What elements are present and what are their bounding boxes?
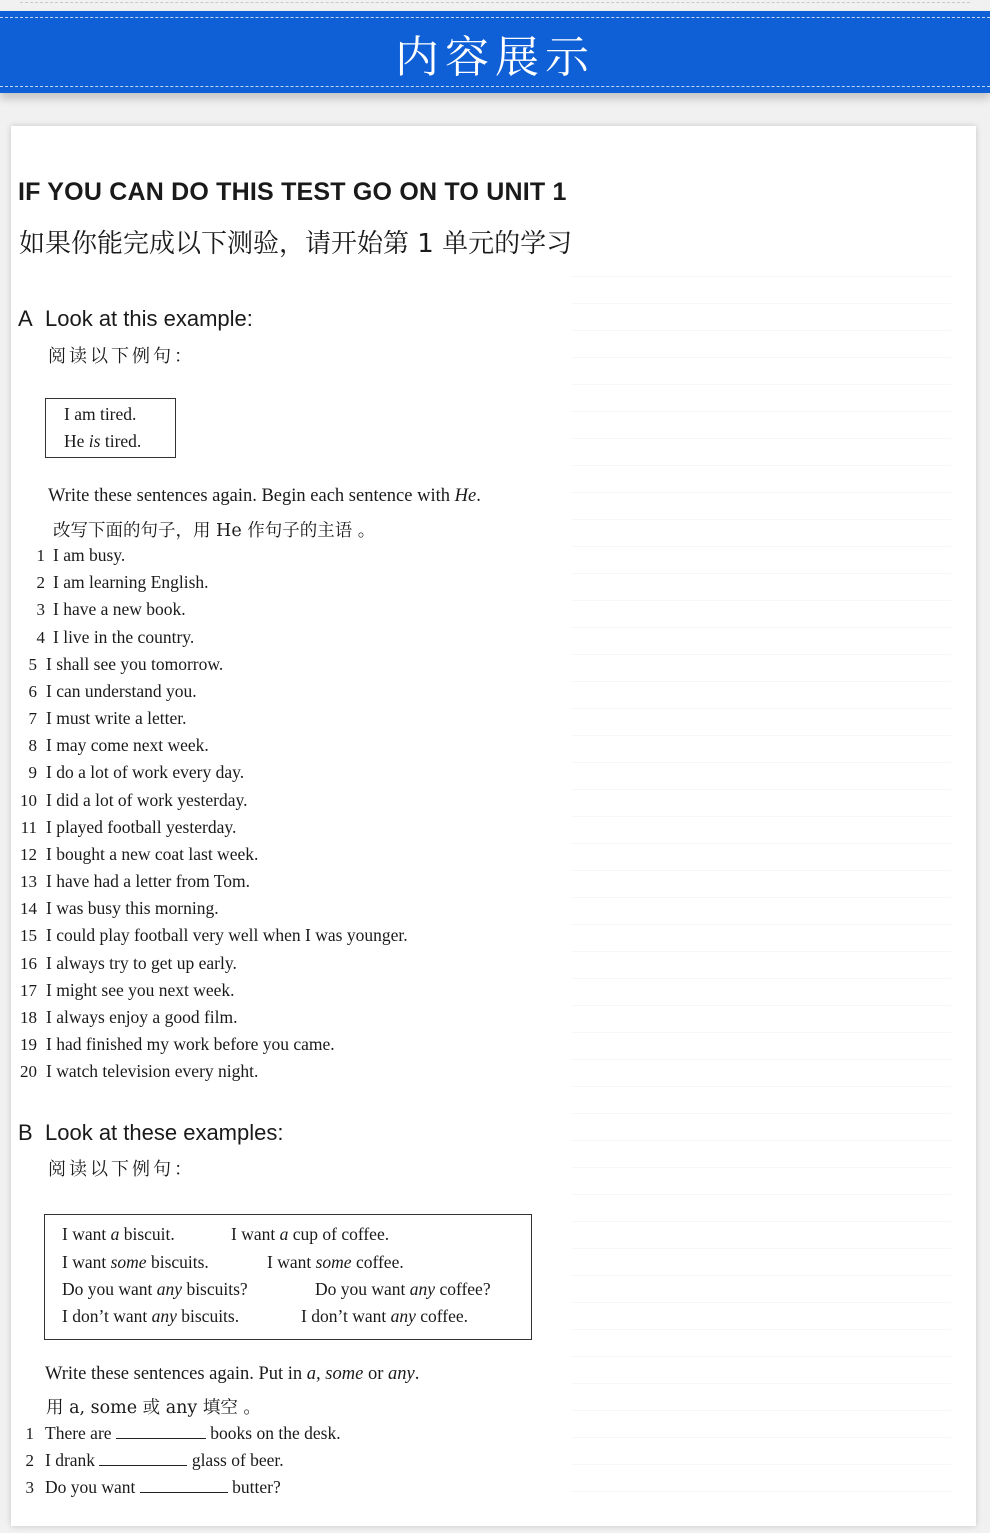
sentence-number: 9	[28, 763, 37, 782]
section-b-title-chinese: 阅读以下例句：	[48, 1159, 195, 1180]
sentence-text: I did a lot of work yesterday.	[46, 790, 248, 810]
section-b-instruction-chinese: 用 a, some 或 any 填空 。	[46, 1398, 261, 1418]
example-box-a	[45, 398, 176, 458]
sentence-number: 18	[20, 1008, 37, 1027]
sentence-text: I might see you next week.	[46, 980, 235, 1000]
sentence-text: I could play football very well when I was younger.	[46, 925, 408, 945]
sentence-text: I am learning English.	[53, 572, 209, 592]
sentence-text: I do a lot of work every day.	[46, 762, 245, 782]
sentence-number: 16	[20, 954, 37, 973]
sentence-text: I watch television every night.	[46, 1061, 259, 1081]
example-cell: I want some coffee.	[267, 1252, 404, 1272]
sentence-text: I had finished my work before you came.	[46, 1034, 335, 1054]
answer-blank[interactable]	[99, 1451, 187, 1466]
item-number: 1	[25, 1424, 34, 1443]
top-dashed-line	[20, 2, 970, 3]
sentence-text: I always enjoy a good film.	[46, 1007, 238, 1027]
sentence-number: 15	[20, 926, 37, 945]
example-line: I am tired.	[64, 404, 137, 424]
sentence-number: 13	[20, 872, 37, 891]
sentence-number: 10	[20, 791, 37, 810]
book-page	[11, 126, 976, 1526]
section-b-title: Look at these examples:	[45, 1120, 284, 1145]
sentence-text: I may come next week.	[46, 735, 209, 755]
answer-blank[interactable]	[116, 1424, 206, 1439]
answer-blank[interactable]	[140, 1478, 228, 1493]
sentence-number: 6	[28, 682, 37, 701]
sentence-number: 17	[20, 981, 37, 1000]
example-line: He is tired.	[64, 431, 142, 451]
example-cell: I want a cup of coffee.	[231, 1224, 390, 1244]
sentence-number: 1	[36, 546, 45, 565]
item-number: 2	[25, 1451, 34, 1470]
sentence-number: 2	[36, 573, 45, 592]
example-cell: I don’t want any biscuits.	[62, 1306, 240, 1326]
section-a-title-chinese: 阅读以下例句：	[48, 346, 195, 367]
sentence-number: 20	[20, 1062, 37, 1081]
sentence-text: I played football yesterday.	[46, 817, 237, 837]
sentence-text: I have a new book.	[53, 599, 186, 619]
banner-top-dash	[0, 17, 990, 18]
section-b-instruction: Write these sentences again. Put in a, some or any.	[45, 1364, 420, 1384]
section-a-letter: A	[18, 306, 33, 331]
sentence-text: I am busy.	[53, 545, 126, 565]
sentence-text: I was busy this morning.	[46, 898, 219, 918]
sentence-text: I must write a letter.	[46, 708, 187, 728]
fill-in-item: Do you want butter?	[45, 1477, 281, 1497]
sentence-number: 7	[28, 709, 37, 728]
banner-bottom-dash	[0, 86, 990, 87]
item-number: 3	[25, 1478, 34, 1497]
sentence-text: I have had a letter from Tom.	[46, 871, 251, 891]
sentence-text: I shall see you tomorrow.	[46, 654, 224, 674]
example-box-b	[44, 1214, 532, 1340]
sentence-text: I can understand you.	[46, 681, 197, 701]
banner-title: 内容展示	[395, 32, 595, 83]
section-b-letter: B	[18, 1120, 33, 1145]
section-a-title: Look at this example:	[45, 306, 253, 331]
example-cell: Do you want any coffee?	[315, 1279, 491, 1299]
sentence-text: I live in the country.	[53, 627, 195, 647]
sentence-text: I bought a new coat last week.	[46, 844, 259, 864]
example-cell: I want a biscuit.	[62, 1224, 175, 1244]
example-cell: Do you want any biscuits?	[62, 1279, 248, 1299]
sentence-number: 11	[20, 818, 37, 837]
sentence-number: 12	[20, 845, 37, 864]
sentence-number: 3	[36, 600, 45, 619]
sentence-number: 5	[28, 655, 37, 674]
page-heading: IF YOU CAN DO THIS TEST GO ON TO UNIT 1	[18, 178, 567, 206]
bleed-through-texture	[571, 256, 951, 1506]
page-heading-chinese: 如果你能完成以下测验，请开始第 1 单元的学习	[19, 229, 573, 259]
example-cell: I want some biscuits.	[62, 1252, 209, 1272]
fill-in-item: There are books on the desk.	[45, 1423, 341, 1443]
sentence-number: 19	[20, 1035, 37, 1054]
example-cell: I don’t want any coffee.	[301, 1306, 469, 1326]
header-banner	[0, 11, 990, 93]
sentence-number: 4	[36, 628, 45, 647]
sentence-number: 8	[28, 736, 37, 755]
section-a-instruction: Write these sentences again. Begin each sentence with He.	[48, 486, 481, 506]
sentence-number: 14	[20, 899, 37, 918]
section-a-instruction-chinese: 改写下面的句子，用 He 作句子的主语 。	[53, 521, 376, 541]
fill-in-item: I drank glass of beer.	[45, 1450, 284, 1470]
sentence-text: I always try to get up early.	[46, 953, 237, 973]
